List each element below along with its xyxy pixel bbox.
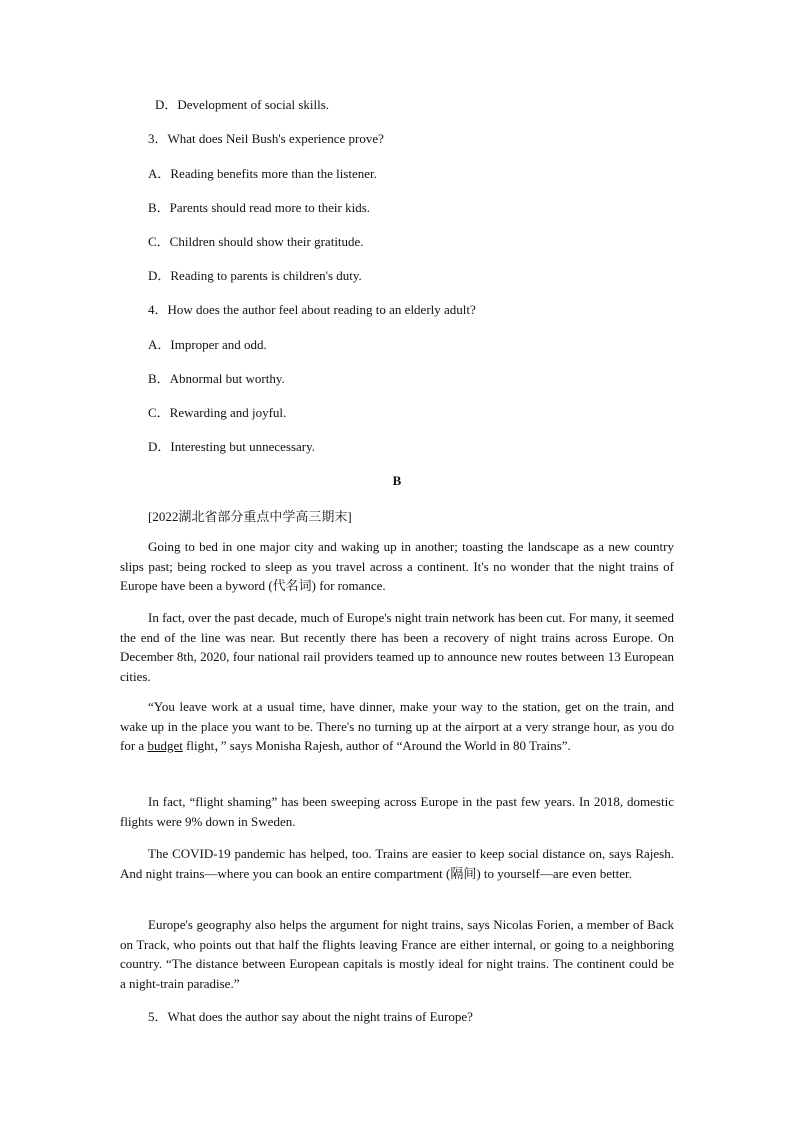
paragraph-6: Europe's geography also helps the argument for night trains, says Nicolas Forien, a member of Back on Track, who points out that half the flights leaving France are either internal, or going to a neighboring country. “The distance between European capitals is mostly ideal for night trains. The continent could be a night-train paradise.” [120,917,674,991]
question-3: 3．What does Neil Bush's experience prove? [148,131,384,146]
option-a-q3: A．Reading benefits more than the listener. [148,166,377,181]
paragraph-1: Going to bed in one major city and waking up in another; toasting the landscape as a new country slips past; being rocked to sleep as you travel across a continent. It's no wonder that the night trains of Europe have been a byword (代名词) for romance. [120,539,674,593]
source-note: [2022湖北省部分重点中学高三期末] [148,509,352,524]
option-d-q4: D．Interesting but unnecessary. [148,439,316,454]
paragraph-5: The COVID-19 pandemic has helped, too. Trains are easier to keep social distance on, says Rajesh. And night trains—where you can book an entire compartment (隔间) to yourself—are even better. [120,846,674,881]
question-5: 5．What does the author say about the night trains of Europe? [148,1009,473,1024]
option-b-q4: B．Abnormal but worthy. [148,371,285,386]
paragraph-2: In fact, over the past decade, much of Europe's night train network has been cut. For many, it seemed the end of the line was near. But recently there has been a recovery of night trains across Europe. On December 8th, 2020, four national rail providers teamed up to announce new routes between 13 European cities. [120,610,674,684]
option-c-q3: C．Children should show their gratitude. [148,234,364,249]
paragraph-4: In fact, “flight shaming” has been sweeping across Europe in the past few years. In 2018, domestic flights were 9% down in Sweden. [120,794,674,829]
option-d-q2: D．Development of social skills. [155,97,330,112]
question-4: 4．How does the author feel about reading to an elderly adult? [148,302,476,317]
paragraph-3: “You leave work at a usual time, have dinner, make your way to the station, get on the train, and wake up in the place you want to be. There's no turning up at the airport at a very strange hour, as you do for a budget flight，” says Monisha Rajesh, author of “Around the World in 80 Trains”. [120,699,674,753]
option-d-q3: D．Reading to parents is children's duty. [148,268,362,283]
section-heading: B [392,473,402,488]
underlined-word: budget [147,738,183,753]
option-a-q4: A．Improper and odd. [148,337,267,352]
option-c-q4: C．Rewarding and joyful. [148,405,287,420]
option-b-q3: B．Parents should read more to their kids. [148,200,371,215]
